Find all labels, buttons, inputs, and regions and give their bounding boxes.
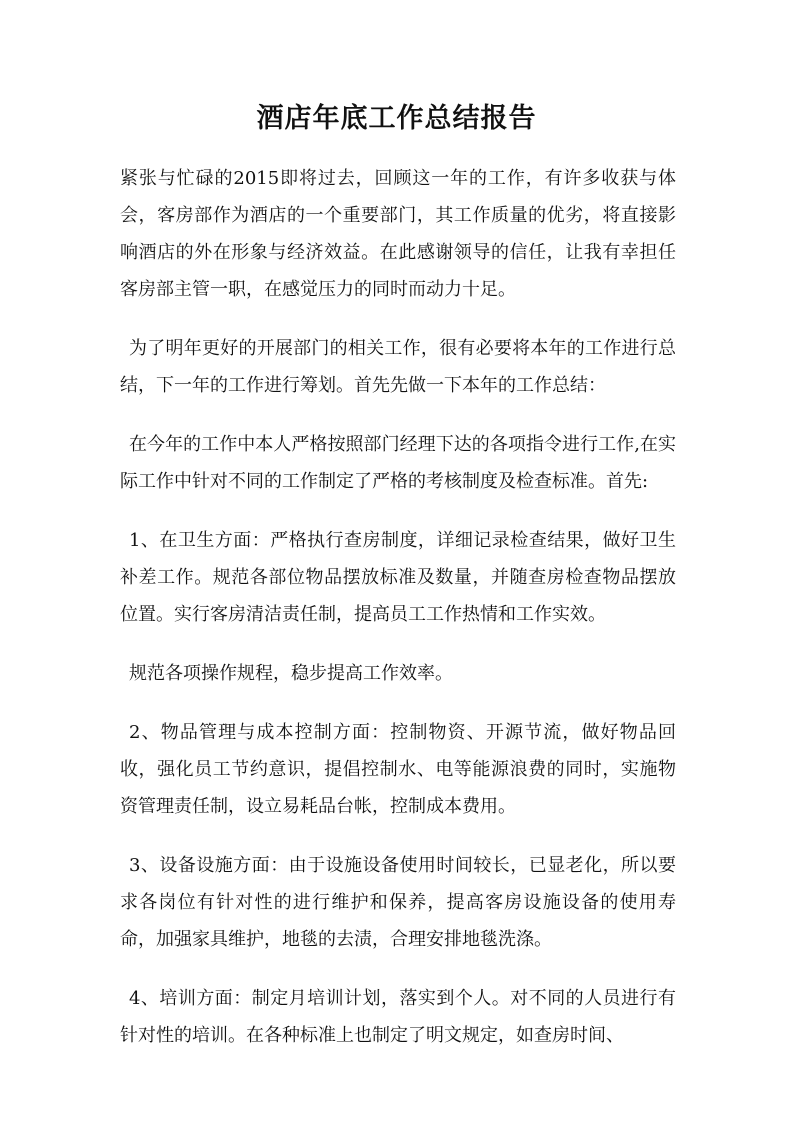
paragraph-training: 4、培训方面：制定月培训计划，落实到个人。对不同的人员进行有针对性的培训。在各种标准上也制定了明文规定，如查房时间、 — [120, 988, 676, 1046]
paragraph-equipment: 3、设备设施方面：由于设施设备使用时间较长，已显老化，所以要求各岗位有针对性的进行维护和保养，提高客房设施设备的使用寿命，加强家具维护，地毯的去渍，合理安排地毯洗涤。 — [120, 855, 676, 950]
paragraph-hygiene: 1、在卫生方面：严格执行查房制度，详细记录检查结果，做好卫生补差工作。规范各部位物品摆放标准及数量，并随查房检查物品摆放位置。实行客房清洁责任制，提高员工工作热情和工作实效。 — [120, 530, 676, 625]
paragraph-summary-plan: 为了明年更好的开展部门的相关工作，很有必要将本年的工作进行总结，下一年的工作进行筹划。首先先做一下本年的工作总结： — [120, 338, 676, 396]
document-title: 酒店年底工作总结报告 — [256, 103, 537, 134]
document-body — [120, 160, 676, 1076]
paragraph-intro: 紧张与忙碌的2015即将过去，回顾这一年的工作，有许多收获与体会，客房部作为酒店的一个重要部门，其工作质量的优劣，将直接影响酒店的外在形象与经济效益。在此感谢领导的信任，让我有幸担任客房部主管一职，在感觉压力的同时而动力十足。 — [120, 168, 676, 300]
paragraph-procedures: 规范各项操作规程，稳步提高工作效率。 — [129, 663, 453, 684]
paragraph-work-standards: 在今年的工作中本人严格按照部门经理下达的各项指令进行工作,在实际工作中针对不同的工作制定了严格的考核制度及检查标准。首先: — [120, 434, 676, 492]
paragraph-cost-control: 2、物品管理与成本控制方面：控制物资、开源节流，做好物品回收，强化员工节约意识，提倡控制水、电等能源浪费的同时，实施物资管理责任制，设立易耗品台帐，控制成本费用。 — [120, 722, 676, 817]
